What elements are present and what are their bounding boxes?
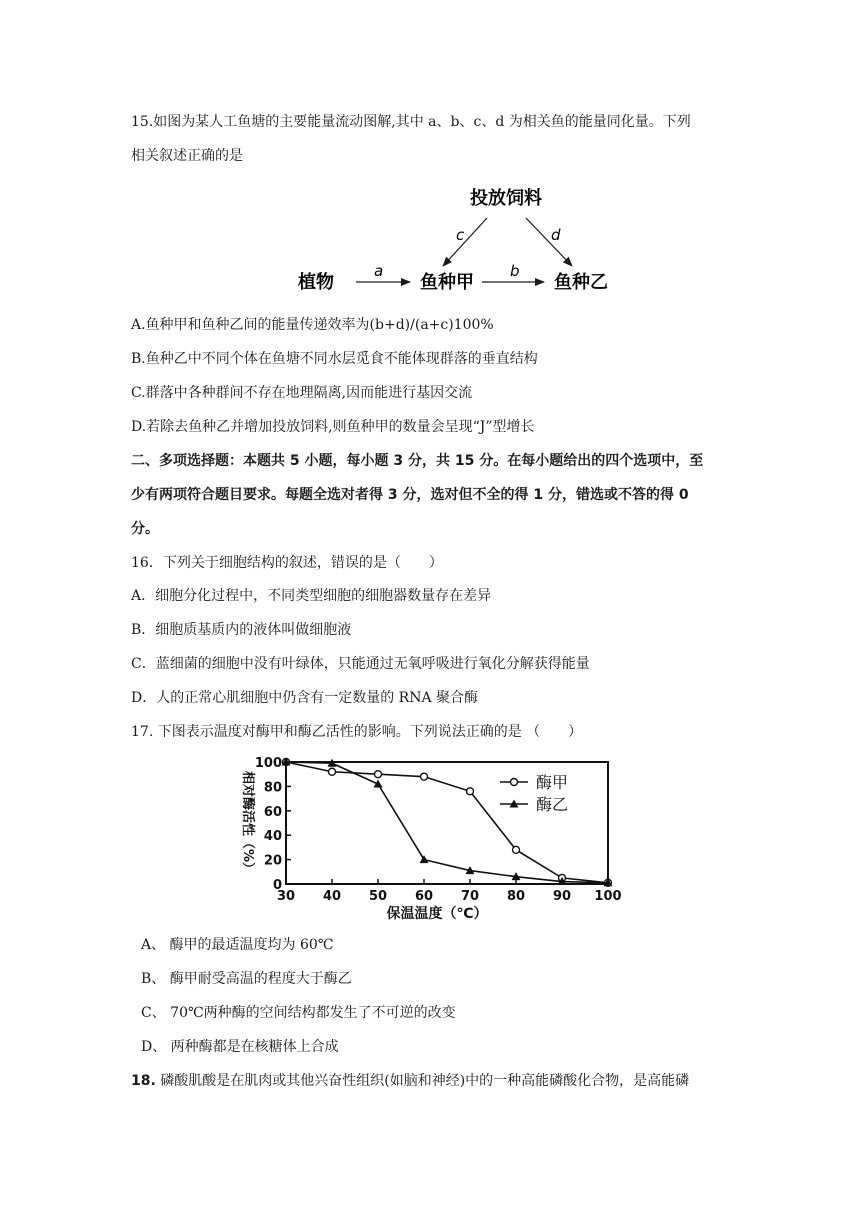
- q16-option-c: C．蓝细菌的细胞中没有叶绿体，只能通过无氧呼吸进行氧化分解获得能量: [131, 656, 590, 672]
- data-point-enzyme-a: [513, 846, 520, 853]
- diagram-label-c: c: [456, 226, 465, 244]
- enzyme-activity-chart: [228, 752, 638, 922]
- x-tick-label: 40: [322, 889, 342, 904]
- legend-label-1: 酶甲: [536, 773, 569, 792]
- q15-option-c: C.群落中各种群间不存在地理隔离,因而能进行基因交流: [131, 385, 473, 401]
- x-tick-label: 50: [368, 889, 388, 904]
- data-point-enzyme-b: [374, 779, 383, 787]
- data-point-enzyme-a: [467, 788, 474, 795]
- legend-label-2: 酶乙: [536, 795, 569, 814]
- x-tick-label: 70: [460, 889, 480, 904]
- q15-stem-line1: 15.如图为某人工鱼塘的主要能量流动图解,其中 a、b、c、d 为相关鱼的能量同化量。下列: [131, 114, 691, 130]
- data-point-enzyme-a: [375, 771, 382, 778]
- q17-option-d: D、 两种酶都是在核糖体上合成: [141, 1039, 339, 1055]
- q15-option-a: A.鱼种甲和鱼种乙间的能量传递效率为(b+d)/(a+c)100%: [131, 317, 494, 333]
- section2-header-line2: 少有两项符合题目要求。每题全选对者得 3 分，选对但不全的得 1 分，错选或不答的得 0: [131, 487, 689, 503]
- diagram-label-d: d: [551, 226, 561, 244]
- y-tick-label: 40: [263, 829, 282, 845]
- x-tick-label: 80: [506, 889, 526, 904]
- q15-stem-line2: 相关叙述正确的是: [131, 148, 243, 164]
- y-axis-label: 相对酶活性（%）: [240, 770, 255, 876]
- y-tick-label: 60: [263, 804, 282, 820]
- diagram-plant-label: 植物: [298, 272, 334, 293]
- x-tick-label: 90: [552, 889, 572, 904]
- x-axis-label: 保温温度（℃）: [386, 906, 488, 922]
- legend-marker-circle: [511, 779, 518, 786]
- q16-option-b: B．细胞质基质内的液体叫做细胞液: [131, 622, 352, 638]
- diagram-fish-a-label: 鱼种甲: [420, 272, 474, 293]
- q17-stem: 17. 下图表示温度对酶甲和酶乙活性的影响。下列说法正确的是 （ ）: [131, 724, 583, 740]
- x-tick-label: 60: [414, 889, 434, 904]
- q15-option-d: D.若除去鱼种乙并增加投放饲料,则鱼种甲的数量会呈现“J”型增长: [131, 419, 535, 435]
- section2-header-line1: 二、多项选择题：本题共 5 小题，每小题 3 分，共 15 分。在每小题给出的四个选项中，至: [131, 453, 704, 469]
- q16-stem: 16．下列关于细胞结构的叙述，错误的是（ ）: [131, 555, 443, 571]
- diagram-feed-label: 投放饲料: [470, 188, 542, 209]
- q18-number: 18.: [131, 1073, 156, 1089]
- arrow-c: [443, 218, 487, 266]
- y-tick-label: 0: [272, 878, 282, 893]
- y-tick-label: 20: [263, 853, 282, 869]
- x-tick-label: 100: [594, 889, 622, 904]
- diagram-label-b: b: [510, 262, 520, 280]
- diagram-fish-b-label: 鱼种乙: [554, 272, 608, 293]
- section2-header-line3: 分。: [131, 521, 159, 537]
- q17-option-b: B、 酶甲耐受高温的程度大于酶乙: [141, 971, 352, 987]
- q18-stem: [131, 1071, 689, 1091]
- data-point-enzyme-a: [421, 773, 428, 780]
- q15-option-b: B.鱼种乙中不同个体在鱼塘不同水层觅食不能体现群落的垂直结构: [131, 351, 538, 367]
- q16-option-d: D．人的正常心肌细胞中仍含有一定数量的 RNA 聚合酶: [131, 690, 479, 706]
- x-tick-label: 30: [276, 889, 296, 904]
- diagram-label-a: a: [374, 262, 384, 280]
- energy-flow-diagram: [280, 180, 620, 300]
- q17-option-a: A、 酶甲的最适温度均为 60℃: [141, 937, 334, 953]
- y-tick-label: 80: [263, 780, 282, 796]
- data-point-enzyme-a: [329, 768, 336, 775]
- q18-text: 磷酸肌酸是在肌肉或其他兴奋性组织(如脑和神经)中的一种高能磷酸化合物，是高能磷: [155, 1073, 690, 1089]
- data-point-enzyme-b: [420, 855, 429, 863]
- arrow-d: [526, 218, 572, 266]
- q16-option-a: A．细胞分化过程中，不同类型细胞的细胞器数量存在差异: [131, 588, 492, 604]
- q17-option-c: C、 70℃两种酶的空间结构都发生了不可逆的改变: [141, 1005, 456, 1021]
- y-tick-label: 100: [254, 756, 282, 771]
